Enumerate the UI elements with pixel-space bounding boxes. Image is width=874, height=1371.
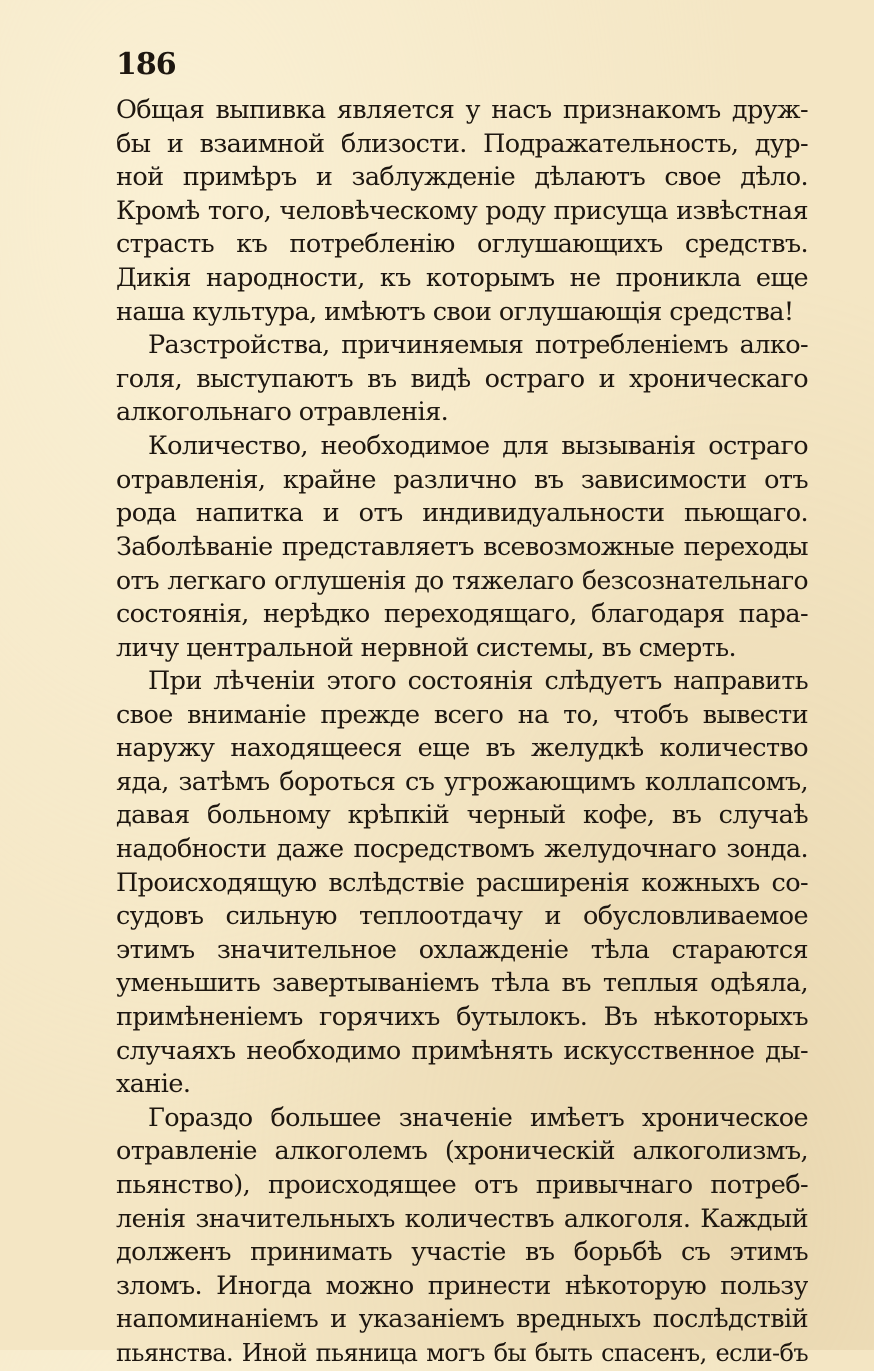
text-line: судовъ сильную теплоотдачу и обусловливаемое (116, 901, 808, 932)
text-line: При лѣченіи этого состоянія слѣдуетъ направить (148, 666, 808, 697)
paragraph (116, 430, 808, 665)
text-line: наша культура, имѣютъ свои оглушающія средства! (116, 296, 794, 327)
text-line: отравленія, крайне различно въ зависимости отъ (116, 464, 808, 495)
text-line: бы и взаимной близости. Подражательность, дур- (116, 128, 808, 159)
text-line: ленія значительныхъ количествъ алкоголя. Каждый (116, 1203, 808, 1234)
paragraph (116, 665, 808, 1102)
text-line: Гораздо большее значеніе имѣетъ хроническое (148, 1102, 808, 1133)
text-line: яда, затѣмъ бороться съ угрожающимъ коллапсомъ, (116, 766, 808, 797)
text-line: пьянство), происходящее отъ привычнаго потреб- (116, 1170, 808, 1200)
text-line: примѣненіемъ горячихъ бутылокъ. Въ нѣкоторыхъ (116, 1002, 808, 1033)
page-text (116, 94, 808, 1371)
text-line: Заболѣваніе представляетъ всевозможные переходы (116, 531, 808, 562)
text-line: страсть къ потребленію оглушающихъ средствъ. (116, 229, 808, 260)
text-line: отъ легкаго оглушенія до тяжелаго безсознательнаго (116, 566, 808, 596)
text-line: долженъ принимать участіе въ борьбѣ съ этимъ (116, 1237, 808, 1268)
text-line: отравленіе алкоголемъ (хроническій алкоголизмъ, (116, 1136, 808, 1167)
text-line: личу центральной нервной системы, въ смерть. (116, 632, 737, 663)
text-line: пьянства. Иной пьяница могъ бы быть спасенъ, если-бъ (116, 1338, 808, 1367)
page-number: 186 (116, 47, 176, 82)
text-line: надобности даже посредствомъ желудочнаго зонда. (116, 834, 808, 865)
text-line: голя, выступаютъ въ видѣ остраго и хроническаго (116, 363, 808, 394)
text-line: напоминаніемъ и указаніемъ вредныхъ послѣдствій (116, 1304, 808, 1335)
paragraph (116, 329, 808, 430)
paragraph (116, 94, 808, 329)
text-line: рода напитка и отъ индивидуальности пьющаго. (116, 498, 808, 529)
text-line: случаяхъ необходимо примѣнять искусственное ды- (116, 1035, 808, 1066)
text-line: состоянія, нерѣдко переходящаго, благодаря пара- (116, 598, 808, 629)
text-line: Количество, необходимое для вызыванія остраго (148, 430, 808, 461)
text-line: Дикія народности, къ которымъ не проникла еще (116, 262, 808, 293)
text-line: давая больному крѣпкій черный кофе, въ случаѣ (116, 800, 808, 831)
text-line: Разстройства, причиняемыя потребленіемъ алко- (148, 330, 808, 361)
text-line: зломъ. Иногда можно принести нѣкоторую пользу (116, 1270, 808, 1301)
text-line: свое вниманіе прежде всего на то, чтобъ вывести (116, 699, 808, 730)
text-line: Кромѣ того, человѣческому роду присуща извѣстная (116, 195, 808, 226)
text-line: уменьшить завертываніемъ тѣла въ теплыя одѣяла, (116, 968, 808, 999)
text-line: алкогольнаго отравленія. (116, 397, 449, 428)
text-line: этимъ значительное охлажденіе тѣла стараются (116, 934, 808, 965)
text-line: Происходящую вслѣдствіе расширенія кожныхъ со- (116, 867, 808, 898)
text-line: ной примѣръ и заблужденіе дѣлаютъ свое дѣло. (116, 162, 808, 193)
book-page (116, 44, 808, 1371)
text-line: ханіе. (116, 1069, 191, 1100)
paragraph (116, 1102, 808, 1371)
text-line: наружу находящееся еще въ желудкѣ количество (116, 733, 808, 764)
text-line: Общая выпивка является у насъ признакомъ друж- (116, 95, 808, 125)
